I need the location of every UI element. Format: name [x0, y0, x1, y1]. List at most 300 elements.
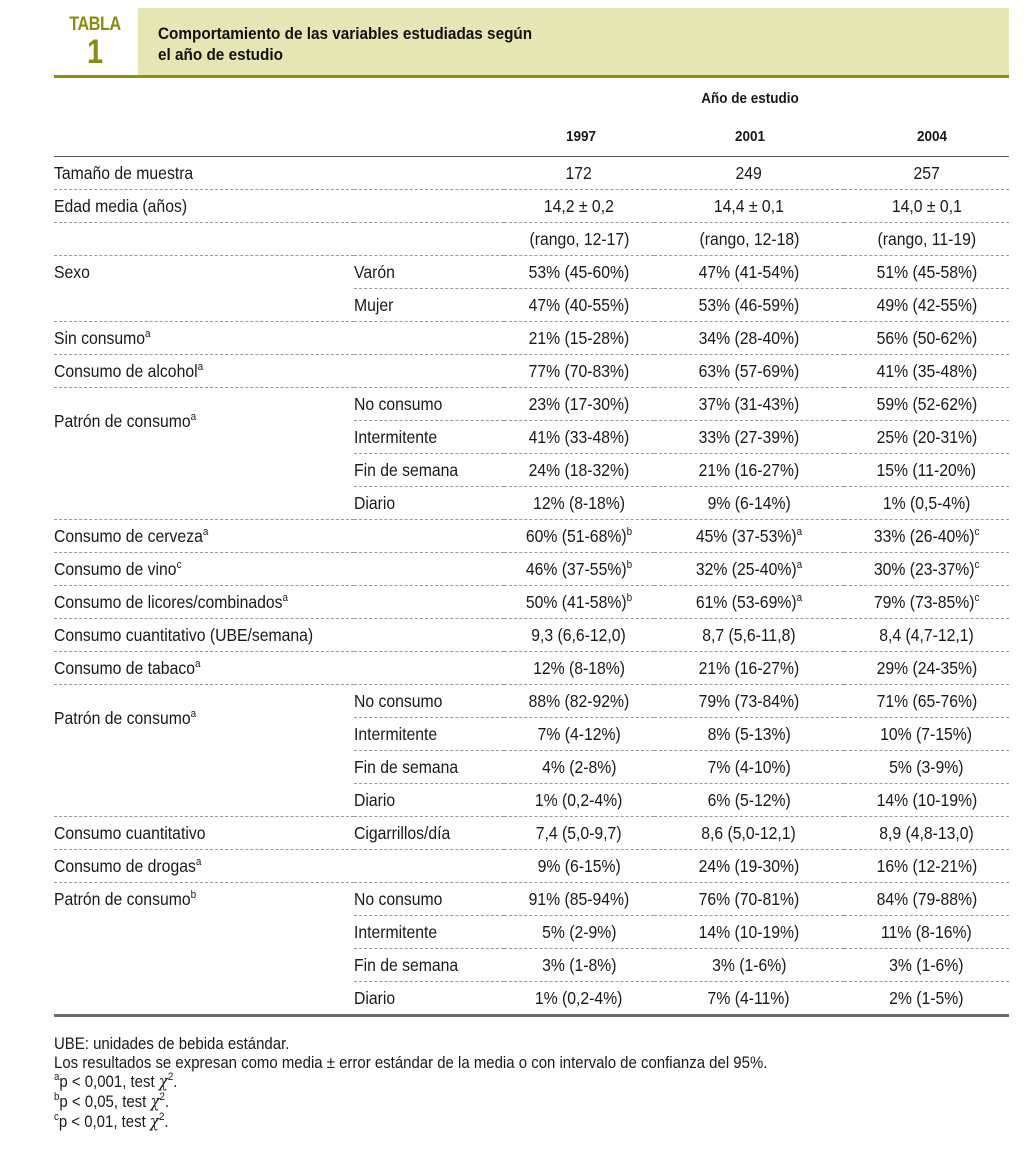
cell-value-text: 8,4 (4,7-12,1)	[879, 624, 974, 645]
cell-value-text: 172	[565, 162, 593, 183]
row-label-cell	[54, 520, 354, 553]
row-sublabel: Intermitente	[354, 426, 438, 447]
row-label-cell	[54, 454, 354, 487]
cell-value-text: 49% (42-55%)	[876, 294, 977, 315]
cell-value-text: 14,2 ± 0,2	[544, 195, 614, 216]
cell-value	[708, 988, 790, 1009]
cell-value	[542, 757, 616, 778]
table-row	[54, 784, 1009, 817]
cell-value	[879, 823, 974, 844]
cell-value	[876, 295, 977, 316]
cell-value-text: 14% (10-19%)	[698, 921, 800, 942]
cell-value	[529, 328, 630, 349]
cell-value-text: 63% (57-69%)	[698, 360, 800, 381]
row-label	[54, 708, 196, 729]
table-row	[54, 949, 1009, 982]
row-label-superscript: a	[145, 327, 151, 340]
cell-value	[876, 658, 977, 679]
value-cell-2001	[654, 817, 844, 850]
table-row	[54, 454, 1009, 487]
table-row	[54, 850, 1009, 883]
cell-superscript: c	[974, 525, 980, 538]
cell-value	[535, 790, 623, 811]
power: 2	[158, 1111, 165, 1123]
cell-value-text: 21% (15-28%)	[528, 327, 630, 348]
year-header-2001: 2001	[734, 128, 766, 145]
cell-value	[876, 361, 977, 382]
cell-value-text: 41% (35-48%)	[876, 360, 977, 381]
table-tag-word: TABLA	[69, 14, 121, 35]
value-cell-2001	[654, 718, 844, 751]
row-label-cell	[54, 751, 354, 784]
cell-value	[876, 856, 977, 877]
table-row	[54, 883, 1009, 916]
chi-symbol: χ	[149, 1112, 159, 1132]
cell-value	[696, 526, 802, 547]
cell-value-text: 14,0 ± 0,1	[891, 195, 962, 216]
row-label-superscript: a	[190, 410, 197, 423]
cell-value	[876, 790, 977, 811]
cell-value-text: 9% (6-14%)	[707, 492, 791, 513]
value-cell-1997	[504, 784, 654, 817]
row-sublabel-cell	[354, 751, 504, 784]
cell-value-text: 5% (2-9%)	[541, 921, 617, 942]
cell-value	[699, 361, 800, 382]
row-label	[54, 328, 151, 349]
cell-value	[699, 427, 800, 448]
row-label	[54, 658, 200, 679]
table-row	[54, 685, 1009, 718]
cell-value	[876, 889, 977, 910]
value-cell-2001	[654, 487, 844, 520]
value-cell-2004	[844, 388, 1009, 421]
year-header-1997: 1997	[565, 128, 597, 145]
cell-value-text: 37% (31-43%)	[698, 393, 800, 414]
note-ube: UBE: unidades de bebida estándar.	[54, 1034, 290, 1053]
row-label-cell	[54, 850, 354, 883]
row-label	[54, 411, 196, 432]
value-cell-1997	[504, 817, 654, 850]
value-cell-1997	[504, 256, 654, 289]
cell-value	[535, 988, 623, 1009]
cell-value	[876, 394, 977, 415]
value-cell-2001	[654, 916, 844, 949]
row-sublabel-cell	[354, 520, 504, 553]
cell-value-text: 60% (51-68%)	[525, 525, 627, 546]
cell-superscript: a	[796, 525, 803, 538]
cell-value-text: 88% (82-92%)	[528, 690, 630, 711]
cell-value-text: 33% (27-39%)	[698, 426, 800, 447]
footnote-b	[54, 1092, 934, 1112]
cell-value	[696, 592, 802, 613]
cell-value-text: 91% (85-94%)	[528, 888, 630, 909]
value-cell-2004	[844, 157, 1009, 190]
row-sublabel-cell	[354, 883, 504, 916]
cell-value-text: 7% (4-12%)	[537, 723, 621, 744]
row-label-cell	[54, 817, 354, 850]
data-table	[54, 157, 1009, 1017]
cell-value-text: 7% (4-10%)	[707, 756, 791, 777]
cell-value	[526, 559, 632, 580]
value-cell-2004	[844, 619, 1009, 652]
value-cell-2004	[844, 256, 1009, 289]
value-cell-2001	[654, 223, 844, 256]
table-header	[54, 8, 1009, 76]
row-label	[54, 262, 90, 283]
row-label-text: Patrón de consumo	[54, 888, 191, 909]
value-cell-1997	[504, 355, 654, 388]
cell-value	[699, 262, 800, 283]
value-cell-1997	[504, 421, 654, 454]
table-row	[54, 289, 1009, 322]
value-cell-1997	[504, 586, 654, 619]
cell-superscript: b	[626, 591, 633, 604]
row-sublabel: No consumo	[354, 690, 443, 711]
title-box	[138, 8, 1009, 76]
row-sublabel: Intermitente	[354, 723, 438, 744]
cell-value-text: 25% (20-31%)	[876, 426, 977, 447]
row-label-text: Consumo cuantitativo	[54, 822, 206, 843]
value-cell-2004	[844, 751, 1009, 784]
row-sublabel-cell	[354, 718, 504, 751]
cell-value-text: 8,6 (5,0-12,1)	[701, 822, 797, 843]
row-sublabel: Intermitente	[354, 921, 438, 942]
cell-superscript: a	[796, 558, 803, 571]
row-sublabel: No consumo	[354, 888, 443, 909]
period: .	[164, 1112, 169, 1131]
row-label-superscript: a	[282, 591, 289, 604]
row-sublabel-cell	[354, 421, 504, 454]
table-row	[54, 388, 1009, 421]
row-label-text: Consumo de vino	[54, 558, 177, 579]
row-label-cell	[54, 487, 354, 520]
value-cell-1997	[504, 619, 654, 652]
cell-value-text: 23% (17-30%)	[528, 393, 630, 414]
row-label-text: Consumo de drogas	[54, 855, 196, 876]
cell-value	[881, 922, 972, 943]
cell-value-text: 14% (10-19%)	[876, 789, 977, 810]
row-sublabel: Diario	[354, 789, 396, 810]
table-row	[54, 487, 1009, 520]
cell-value-text: 7% (4-11%)	[707, 987, 790, 1008]
cell-value	[536, 823, 622, 844]
cell-value	[699, 229, 799, 250]
cell-value	[537, 724, 620, 745]
cell-value	[892, 196, 962, 217]
value-cell-1997	[504, 718, 654, 751]
period: .	[164, 1092, 170, 1111]
row-label	[54, 625, 313, 646]
value-cell-2001	[654, 949, 844, 982]
value-cell-2004	[844, 421, 1009, 454]
row-label-text: Consumo de cerveza	[54, 525, 203, 546]
chi-symbol: χ	[158, 1072, 168, 1092]
cell-value-text: 9,3 (6,6-12,0)	[531, 624, 627, 645]
value-cell-2001	[654, 652, 844, 685]
row-sublabel-cell	[354, 322, 504, 355]
row-label	[54, 361, 203, 382]
row-label-cell	[54, 949, 354, 982]
power: 2	[167, 1071, 174, 1083]
cell-value-text: 9% (6-15%)	[537, 855, 621, 876]
value-cell-2001	[654, 355, 844, 388]
row-sublabel: Cigarrillos/día	[354, 822, 451, 843]
cell-value-text: 46% (37-55%)	[525, 558, 627, 579]
cell-value	[889, 955, 963, 976]
chi-symbol: χ	[150, 1092, 160, 1112]
row-label	[54, 889, 196, 910]
value-cell-2004	[844, 454, 1009, 487]
cell-superscript: c	[974, 591, 980, 604]
cell-value-text: 257	[913, 162, 940, 183]
row-label-cell	[54, 256, 354, 289]
cell-value-text: 1% (0,2-4%)	[535, 789, 623, 810]
cell-value	[879, 625, 974, 646]
cell-value-text: 33% (26-40%)	[873, 525, 975, 546]
row-sublabel-cell	[354, 949, 504, 982]
cell-value-text: 4% (2-8%)	[541, 756, 617, 777]
row-label-text: Patrón de consumo	[54, 410, 191, 431]
cell-value-text: 249	[735, 162, 763, 183]
value-cell-2001	[654, 421, 844, 454]
value-cell-2001	[654, 850, 844, 883]
cell-value	[529, 295, 630, 316]
table-row	[54, 421, 1009, 454]
row-label-cell	[54, 619, 354, 652]
cell-value	[876, 691, 977, 712]
cell-value-text: 76% (70-81%)	[698, 888, 800, 909]
row-sublabel: No consumo	[354, 393, 443, 414]
row-label	[54, 592, 288, 613]
cell-value	[876, 328, 977, 349]
row-sublabel: Fin de semana	[354, 954, 459, 975]
cell-value	[696, 559, 802, 580]
row-label-cell	[54, 707, 354, 751]
cell-value	[877, 460, 977, 481]
cell-value-text: 77% (70-83%)	[528, 360, 630, 381]
value-cell-2004	[844, 520, 1009, 553]
value-cell-2004	[844, 190, 1009, 223]
cell-value	[544, 196, 614, 217]
cell-value-text: 51% (45-58%)	[876, 261, 977, 282]
cell-value	[526, 592, 632, 613]
row-label-cell	[54, 652, 354, 685]
value-cell-2001	[654, 322, 844, 355]
value-cell-2001	[654, 520, 844, 553]
row-sublabel-cell	[354, 388, 504, 421]
row-label-cell	[54, 410, 354, 454]
row-label-cell	[54, 223, 354, 256]
row-sublabel-cell	[354, 256, 504, 289]
cell-value-text: 10% (7-15%)	[880, 723, 973, 744]
cell-value	[529, 427, 630, 448]
value-cell-2004	[844, 685, 1009, 718]
cell-value-text: 71% (65-76%)	[876, 690, 977, 711]
value-cell-2004	[844, 586, 1009, 619]
footnote-mark: a	[54, 1071, 60, 1083]
row-label-superscript: a	[197, 360, 204, 373]
footnote-mark: b	[54, 1091, 60, 1103]
value-cell-1997	[504, 916, 654, 949]
row-label-text: Patrón de consumo	[54, 707, 191, 728]
cell-value-text: 53% (46-59%)	[698, 294, 800, 315]
table-row	[54, 817, 1009, 850]
cell-value-text: 12% (8-18%)	[533, 657, 625, 678]
table-notes	[54, 1034, 934, 1132]
cell-value-text: 11% (8-16%)	[881, 921, 972, 942]
cell-value-text: (rango, 11-19)	[877, 228, 976, 249]
cell-value-text: 47% (41-54%)	[698, 261, 800, 282]
table-title: Comportamiento de las variables estudiadas según el año de estudio	[158, 24, 533, 64]
row-label-text: Sin consumo	[54, 327, 146, 348]
row-label-text: Consumo de tabaco	[54, 657, 195, 678]
row-label-superscript: a	[195, 855, 202, 868]
cell-value	[876, 262, 977, 283]
table-number: 1	[86, 33, 104, 71]
cell-value-text: 8,7 (5,6-11,8)	[702, 624, 796, 645]
row-sublabel: Mujer	[354, 294, 394, 315]
value-cell-2004	[844, 982, 1009, 1016]
cell-value	[699, 856, 800, 877]
table-row	[54, 586, 1009, 619]
cell-value	[736, 163, 762, 184]
cell-value-text: 6% (5-12%)	[707, 789, 791, 810]
cell-value	[707, 757, 790, 778]
row-sublabel-cell	[354, 454, 504, 487]
header-rule	[54, 75, 1009, 78]
value-cell-2001	[654, 586, 844, 619]
value-cell-1997	[504, 982, 654, 1016]
value-cell-2004	[844, 718, 1009, 751]
value-cell-1997	[504, 685, 654, 718]
footnote-a	[54, 1072, 934, 1092]
row-label-cell	[54, 883, 354, 916]
cell-value	[714, 196, 784, 217]
cell-superscript: b	[626, 558, 633, 571]
table-row	[54, 718, 1009, 751]
value-cell-2004	[844, 916, 1009, 949]
cell-value-text: 79% (73-85%)	[873, 591, 975, 612]
cell-value	[699, 889, 800, 910]
value-cell-2001	[654, 685, 844, 718]
value-cell-1997	[504, 322, 654, 355]
row-label-cell	[54, 289, 354, 322]
cell-superscript: a	[796, 591, 803, 604]
table-row	[54, 322, 1009, 355]
cell-value-text: 3% (1-8%)	[541, 954, 617, 975]
table-row	[54, 355, 1009, 388]
cell-value	[529, 394, 630, 415]
value-cell-2004	[844, 355, 1009, 388]
cell-value-text: 32% (25-40%)	[695, 558, 797, 579]
cell-value-text: (rango, 12-17)	[529, 228, 629, 249]
cell-value-text: 16% (12-21%)	[876, 855, 977, 876]
value-cell-2001	[654, 619, 844, 652]
cell-superscript: c	[974, 558, 980, 571]
table-tag	[54, 8, 136, 76]
value-cell-2001	[654, 256, 844, 289]
value-cell-2004	[844, 223, 1009, 256]
table-row	[54, 520, 1009, 553]
cell-value	[881, 724, 973, 745]
row-label-text: Edad media (años)	[54, 195, 188, 216]
value-cell-2001	[654, 289, 844, 322]
cell-value-text: 7,4 (5,0-9,7)	[536, 822, 622, 843]
value-cell-2004	[844, 553, 1009, 586]
row-label-text: Consumo de licores/combinados	[54, 591, 283, 612]
power: 2	[159, 1091, 165, 1103]
row-sublabel: Fin de semana	[354, 459, 459, 480]
value-cell-2004	[844, 652, 1009, 685]
value-cell-1997	[504, 157, 654, 190]
value-cell-2001	[654, 454, 844, 487]
cell-value-text: 61% (53-69%)	[695, 591, 797, 612]
row-label-cell	[54, 355, 354, 388]
value-cell-1997	[504, 949, 654, 982]
row-sublabel-cell	[354, 553, 504, 586]
row-sublabel-cell	[354, 355, 504, 388]
row-label-cell	[54, 982, 354, 1016]
value-cell-2001	[654, 388, 844, 421]
cell-value	[542, 922, 616, 943]
row-label	[54, 526, 208, 547]
value-cell-2001	[654, 751, 844, 784]
value-cell-1997	[504, 454, 654, 487]
cell-value	[876, 427, 977, 448]
row-sublabel: Diario	[354, 987, 396, 1008]
cell-value	[529, 361, 630, 382]
cell-value	[699, 394, 800, 415]
table-row	[54, 982, 1009, 1016]
row-sublabel-cell	[354, 652, 504, 685]
cell-value	[707, 724, 790, 745]
cell-value	[712, 955, 786, 976]
table-row	[54, 223, 1009, 256]
cell-value-text: 21% (16-27%)	[698, 459, 800, 480]
cell-value-text: 47% (40-55%)	[528, 294, 630, 315]
table-row	[54, 619, 1009, 652]
cell-value-text: 59% (52-62%)	[876, 393, 977, 414]
footnote-text: p < 0,001, test	[59, 1072, 159, 1091]
value-cell-2004	[844, 289, 1009, 322]
cell-value-text: 8% (5-13%)	[707, 723, 791, 744]
value-cell-1997	[504, 487, 654, 520]
cell-value-text: 2% (1-5%)	[889, 987, 964, 1008]
cell-value-text: 8,9 (4,8-13,0)	[879, 822, 974, 843]
table-row	[54, 157, 1009, 190]
cell-value	[707, 493, 790, 514]
value-cell-1997	[504, 289, 654, 322]
table-row	[54, 652, 1009, 685]
value-cell-2004	[844, 784, 1009, 817]
row-sublabel-cell	[354, 157, 504, 190]
cell-value-text: 56% (50-62%)	[876, 327, 977, 348]
cell-value	[889, 988, 963, 1009]
table-row	[54, 916, 1009, 949]
cell-value-text: 29% (24-35%)	[876, 657, 977, 678]
row-label	[54, 823, 205, 844]
cell-value	[699, 328, 800, 349]
cell-value	[529, 889, 630, 910]
value-cell-2004	[844, 817, 1009, 850]
row-sublabel: Fin de semana	[354, 756, 459, 777]
footnote-text: p < 0,05, test	[59, 1092, 151, 1111]
row-label-cell	[54, 784, 354, 817]
row-label-cell	[54, 553, 354, 586]
column-group-label: Año de estudio	[701, 90, 799, 107]
cell-value	[702, 823, 797, 844]
cell-value	[883, 493, 971, 514]
